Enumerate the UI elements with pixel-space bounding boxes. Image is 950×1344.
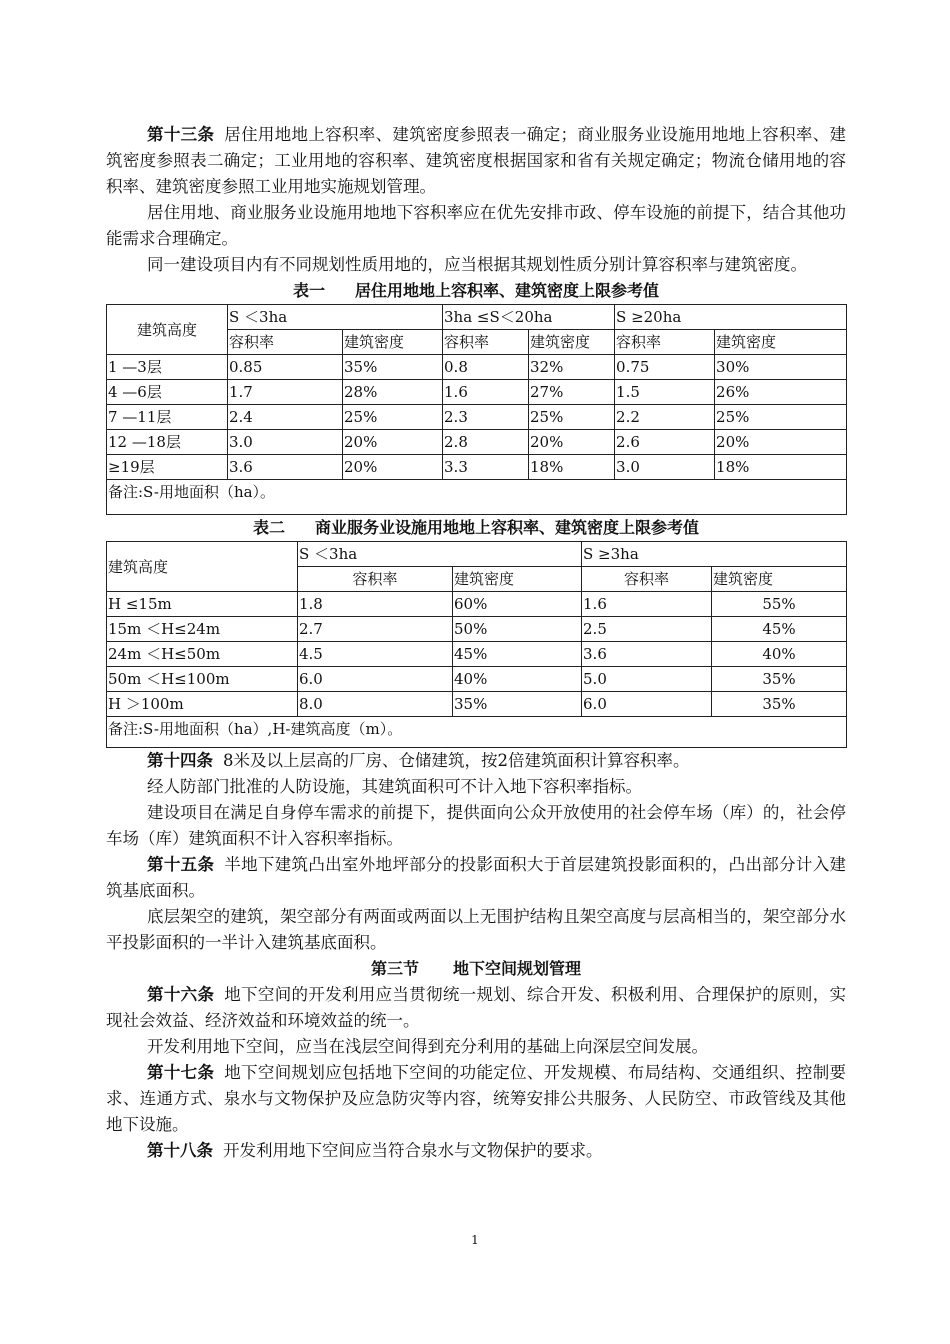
article-text: 地下空间规划应包括地下空间的功能定位、开发规模、布局结构、交通组织、控制要求、连通方式、泉水与文物保护及应急防灾等内容，统筹安排公共服务、人民防空、市政管线及其他地下设施。 [106, 1063, 846, 1134]
table-group-header: S ≥20ha [615, 305, 847, 330]
article-label: 第十三条 [147, 125, 215, 144]
table-subheader-cell: 建筑密度 [712, 567, 847, 592]
table-cell: 2.2 [615, 405, 715, 430]
paragraph: 建设项目在满足自身停车需求的前提下，提供面向公众开放使用的社会停车场（库）的，社会停车场（库）建筑面积不计入容积率指标。 [106, 803, 846, 848]
article-18-paragraph [106, 1138, 846, 1164]
article-label: 第十五条 [147, 855, 215, 874]
article-text: 开发利用地下空间应当符合泉水与文物保护的要求。 [223, 1141, 603, 1160]
table-cell: 2.7 [298, 617, 453, 642]
table-subheader-cell: 建筑密度 [715, 330, 847, 355]
table-cell: 25% [529, 405, 615, 430]
article-label: 第十四条 [147, 751, 213, 770]
article-15-paragraph [106, 852, 846, 904]
paragraph: 经人防部门批准的人防设施，其建筑面积可不计入地下容积率指标。 [147, 777, 642, 796]
table-cell: ≥19层 [107, 455, 228, 480]
table-header-cell: 建筑高度 [107, 305, 228, 355]
table-row [107, 430, 847, 455]
table-subheader-cell: 容积率 [443, 330, 529, 355]
table-subheader-cell: 容积率 [615, 330, 715, 355]
table-cell: 2.5 [582, 617, 712, 642]
table-cell: 2.4 [228, 405, 343, 430]
table-cell: 2.8 [443, 430, 529, 455]
table-row [107, 405, 847, 430]
table-note-row [107, 717, 847, 748]
table-cell: 24m ＜H≤50m [107, 642, 298, 667]
article-label: 第十七条 [147, 1063, 215, 1082]
table-cell: 20% [343, 455, 443, 480]
table-subheader-cell: 建筑密度 [529, 330, 615, 355]
section-number: 第三节 [370, 959, 419, 978]
table-cell: 0.85 [228, 355, 343, 380]
table-row [107, 380, 847, 405]
table1-caption [106, 278, 846, 304]
table-cell: H ≤15m [107, 592, 298, 617]
table-cell: 20% [343, 430, 443, 455]
page-number: 1 [471, 1233, 479, 1247]
table-subheader-cell: 容积率 [582, 567, 712, 592]
article-17-paragraph [106, 1060, 846, 1138]
paragraph: 底层架空的建筑，架空部分有两面或两面以上无围护结构且架空高度与层高相当的，架空部分水平投影面积的一半计入建筑基底面积。 [106, 907, 846, 952]
article-text: 地下空间的开发利用应当贯彻统一规划、综合开发、积极利用、合理保护的原则，实现社会效益、经济效益和环境效益的统一。 [106, 985, 846, 1030]
table-cell: 1.7 [228, 380, 343, 405]
table-cell: 25% [715, 405, 847, 430]
table-cell: 18% [529, 455, 615, 480]
table-header-row [107, 305, 847, 330]
table-cell: 4 —6层 [107, 380, 228, 405]
table-cell: 20% [529, 430, 615, 455]
table-cell: 35% [343, 355, 443, 380]
table-group-header: S ≥3ha [582, 542, 847, 567]
table-cell: 4.5 [298, 642, 453, 667]
paragraph: 同一建设项目内有不同规划性质用地的，应当根据其规划性质分别计算容积率与建筑密度。 [147, 255, 807, 274]
table-row [107, 642, 847, 667]
table-cell: 3.6 [582, 642, 712, 667]
table-row [107, 455, 847, 480]
table1-note: 备注:S-用地面积（ha）。 [107, 480, 847, 515]
table1-caption-title: 居住用地地上容积率、建筑密度上限参考值 [355, 281, 660, 300]
table-cell: 7 —11层 [107, 405, 228, 430]
table-group-header: 3ha ≤S＜20ha [443, 305, 615, 330]
document-body [106, 122, 846, 1164]
paragraph: 居住用地、商业服务业设施用地地下容积率应在优先安排市政、停车设施的前提下，结合其他功能需求合理确定。 [106, 203, 846, 248]
table-cell: 1.5 [615, 380, 715, 405]
table-cell: 50% [453, 617, 582, 642]
table-cell: 12 —18层 [107, 430, 228, 455]
article-label: 第十六条 [147, 985, 215, 1004]
table-cell: 2.3 [443, 405, 529, 430]
table-cell: 28% [343, 380, 443, 405]
table2-caption [106, 515, 846, 541]
table-cell: 3.6 [228, 455, 343, 480]
table-subheader-cell: 容积率 [298, 567, 453, 592]
table1-caption-num: 表一 [292, 281, 325, 300]
table-cell: 45% [712, 617, 847, 642]
table2 [106, 541, 847, 748]
table-row [107, 617, 847, 642]
table-cell: 3.3 [443, 455, 529, 480]
table-cell: 1.6 [582, 592, 712, 617]
table-cell: 25% [343, 405, 443, 430]
table-cell: 8.0 [298, 692, 453, 717]
table-cell: 45% [453, 642, 582, 667]
section-title: 地下空间规划管理 [453, 959, 582, 978]
table-subheader-cell: 建筑密度 [343, 330, 443, 355]
table-cell: 0.8 [443, 355, 529, 380]
table-cell: 50m ＜H≤100m [107, 667, 298, 692]
table-cell: 27% [529, 380, 615, 405]
table-cell: 40% [453, 667, 582, 692]
table2-caption-num: 表二 [252, 518, 285, 537]
table-cell: 26% [715, 380, 847, 405]
table-cell: 3.0 [228, 430, 343, 455]
table-cell: 0.75 [615, 355, 715, 380]
paragraph: 开发利用地下空间，应当在浅层空间得到充分利用的基础上向深层空间发展。 [147, 1037, 708, 1056]
table-cell: 15m ＜H≤24m [107, 617, 298, 642]
article-16-paragraph [106, 982, 846, 1034]
article-13-paragraph [106, 122, 846, 200]
table-subheader-cell: 容积率 [228, 330, 343, 355]
table-cell: 35% [712, 692, 847, 717]
table-cell: 20% [715, 430, 847, 455]
table1 [106, 304, 847, 515]
article-14-paragraph [106, 748, 846, 774]
table-cell: 35% [712, 667, 847, 692]
table-subheader-cell: 建筑密度 [453, 567, 582, 592]
table-cell: 18% [715, 455, 847, 480]
article-label: 第十八条 [147, 1141, 213, 1160]
table2-note: 备注:S-用地面积（ha）,H-建筑高度（m）。 [107, 717, 847, 748]
table-row [107, 667, 847, 692]
section-heading [106, 956, 846, 982]
table-cell: 6.0 [582, 692, 712, 717]
table-cell: 2.6 [615, 430, 715, 455]
table2-caption-title: 商业服务业设施用地地上容积率、建筑密度上限参考值 [315, 518, 700, 537]
table-row [107, 355, 847, 380]
table-cell: 5.0 [582, 667, 712, 692]
table-cell: 60% [453, 592, 582, 617]
table-row [107, 592, 847, 617]
table-note-row [107, 480, 847, 515]
table-cell: 30% [715, 355, 847, 380]
table-cell: 55% [712, 592, 847, 617]
table-cell: 3.0 [615, 455, 715, 480]
table-cell: 1.8 [298, 592, 453, 617]
table-group-header: S ＜3ha [298, 542, 582, 567]
table-cell: 40% [712, 642, 847, 667]
table-row [107, 692, 847, 717]
table-cell: 1.6 [443, 380, 529, 405]
table-cell: 35% [453, 692, 582, 717]
table-group-header: S ＜3ha [228, 305, 443, 330]
article-text: 8米及以上层高的厂房、仓储建筑，按2倍建筑面积计算容积率。 [223, 751, 690, 770]
table-cell: 1 —3层 [107, 355, 228, 380]
table-cell: 6.0 [298, 667, 453, 692]
table-cell: H ＞100m [107, 692, 298, 717]
article-text: 半地下建筑凸出室外地坪部分的投影面积大于首层建筑投影面积的，凸出部分计入建筑基底面积。 [106, 855, 846, 900]
table-cell: 32% [529, 355, 615, 380]
table-header-cell: 建筑高度 [107, 542, 298, 592]
article-text: 居住用地地上容积率、建筑密度参照表一确定；商业服务业设施用地地上容积率、建筑密度参照表二确定；工业用地的容积率、建筑密度根据国家和省有关规定确定；物流仓储用地的容积率、建筑密度参照工业用地实施规划管理。 [106, 125, 846, 196]
table-header-row [107, 542, 847, 567]
